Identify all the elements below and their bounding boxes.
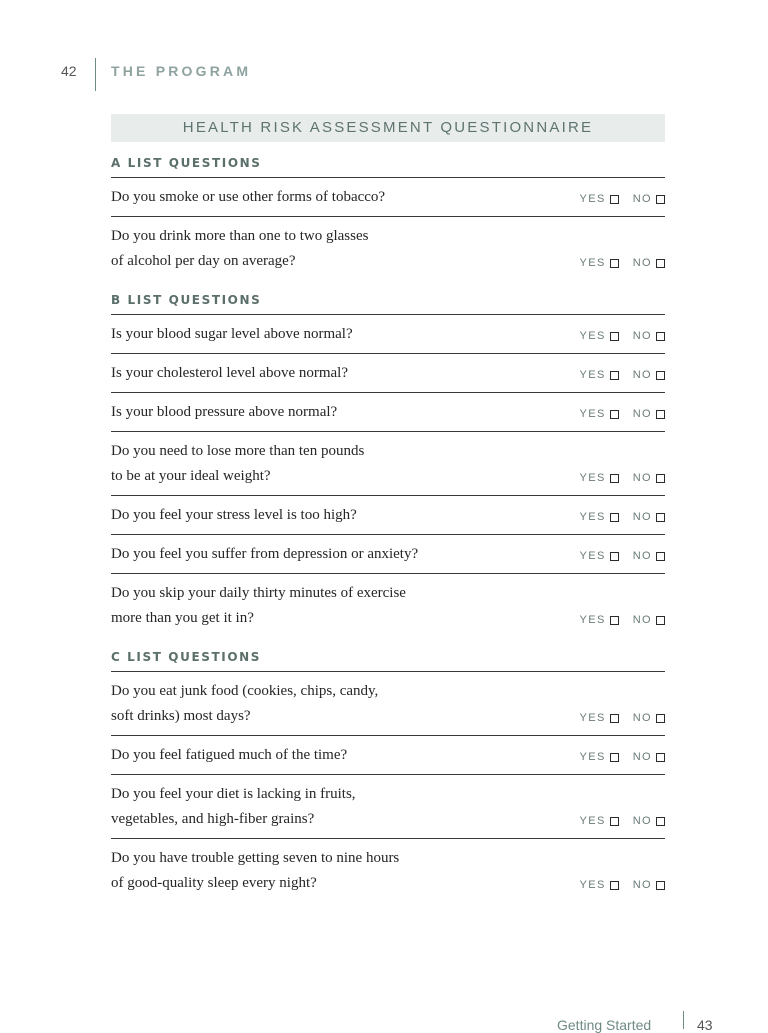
- yes-checkbox[interactable]: [610, 371, 619, 380]
- answer-options: [565, 408, 665, 425]
- yes-option: [579, 550, 618, 562]
- question-text: Do you smoke or use other forms of tobacco?: [111, 189, 386, 205]
- question-row: [111, 496, 665, 535]
- yes-checkbox[interactable]: [610, 332, 619, 341]
- no-checkbox[interactable]: [656, 195, 665, 204]
- no-label: NO: [632, 511, 652, 523]
- no-checkbox[interactable]: [656, 881, 665, 890]
- page-number: 42: [61, 63, 77, 79]
- no-option: [633, 550, 665, 562]
- no-label: NO: [632, 751, 652, 763]
- no-label: NO: [632, 408, 652, 420]
- question-row: [111, 535, 665, 574]
- yes-label: YES: [579, 408, 606, 420]
- answer-options: [565, 550, 665, 567]
- yes-label: YES: [579, 712, 606, 724]
- answer-options: [565, 369, 665, 386]
- question-text: Do you feel your stress level is too high?: [111, 507, 357, 523]
- no-option: [633, 511, 665, 523]
- no-label: NO: [632, 472, 652, 484]
- yes-label: YES: [579, 472, 606, 484]
- no-checkbox[interactable]: [656, 714, 665, 723]
- header-divider: [95, 58, 96, 91]
- no-label: NO: [632, 879, 652, 891]
- yes-checkbox[interactable]: [610, 474, 619, 483]
- no-label: NO: [632, 815, 652, 827]
- answer-options: [565, 193, 665, 210]
- no-checkbox[interactable]: [656, 259, 665, 268]
- footer-page-number: 43: [697, 1017, 713, 1033]
- question-row: [111, 393, 665, 432]
- yes-checkbox[interactable]: [610, 552, 619, 561]
- section-heading: C LIST QUESTIONS: [111, 649, 665, 672]
- yes-label: YES: [579, 550, 606, 562]
- yes-option: [579, 879, 618, 891]
- no-option: [633, 330, 665, 342]
- no-checkbox[interactable]: [656, 616, 665, 625]
- no-label: NO: [632, 193, 652, 205]
- yes-checkbox[interactable]: [610, 259, 619, 268]
- yes-checkbox[interactable]: [610, 881, 619, 890]
- no-checkbox[interactable]: [656, 474, 665, 483]
- yes-checkbox[interactable]: [610, 513, 619, 522]
- no-checkbox[interactable]: [656, 371, 665, 380]
- no-option: [633, 815, 665, 827]
- yes-label: YES: [579, 369, 606, 381]
- no-label: NO: [632, 369, 652, 381]
- questionnaire-sections: [111, 155, 665, 902]
- no-option: [633, 257, 665, 269]
- no-checkbox[interactable]: [656, 513, 665, 522]
- answer-options: [565, 257, 665, 274]
- answer-options: [565, 879, 665, 896]
- yes-option: [579, 408, 618, 420]
- answer-options: [565, 511, 665, 528]
- yes-option: [579, 369, 618, 381]
- page-footer: [0, 1005, 768, 1033]
- question-text: Do you need to lose more than ten pounds to be at your ideal weight?: [111, 443, 365, 484]
- yes-checkbox[interactable]: [610, 753, 619, 762]
- yes-checkbox[interactable]: [610, 817, 619, 826]
- yes-option: [579, 193, 618, 205]
- question-row: [111, 574, 665, 637]
- yes-option: [579, 815, 618, 827]
- section-heading: A LIST QUESTIONS: [111, 155, 665, 178]
- no-label: NO: [632, 712, 652, 724]
- question-row: [111, 672, 665, 736]
- yes-checkbox[interactable]: [610, 714, 619, 723]
- no-option: [633, 472, 665, 484]
- answer-options: [565, 472, 665, 489]
- question-row: [111, 736, 665, 775]
- yes-option: [579, 330, 618, 342]
- yes-label: YES: [579, 193, 606, 205]
- no-option: [633, 879, 665, 891]
- question-text: Is your blood sugar level above normal?: [111, 326, 353, 342]
- question-section: [111, 155, 665, 280]
- question-text: Do you skip your daily thirty minutes of exercise more than you get it in?: [111, 585, 406, 626]
- footer-chapter-label: Getting Started: [557, 1017, 652, 1033]
- question-text: Do you have trouble getting seven to nine hours of good-quality sleep every night?: [111, 850, 400, 891]
- answer-options: [565, 330, 665, 347]
- no-label: NO: [632, 330, 652, 342]
- section-heading: B LIST QUESTIONS: [111, 292, 665, 315]
- question-text: Do you drink more than one to two glasses of alcohol per day on average?: [111, 228, 369, 269]
- question-text: Is your blood pressure above normal?: [111, 404, 338, 420]
- no-checkbox[interactable]: [656, 753, 665, 762]
- no-label: NO: [632, 614, 652, 626]
- yes-option: [579, 257, 618, 269]
- yes-checkbox[interactable]: [610, 410, 619, 419]
- page-header: [0, 0, 768, 100]
- questionnaire: [111, 114, 665, 902]
- question-text: Do you feel you suffer from depression or anxiety?: [111, 546, 419, 562]
- yes-checkbox[interactable]: [610, 616, 619, 625]
- questionnaire-title: HEALTH RISK ASSESSMENT QUESTIONNAIRE: [111, 114, 665, 142]
- yes-label: YES: [579, 257, 606, 269]
- yes-option: [579, 511, 618, 523]
- no-option: [633, 614, 665, 626]
- answer-options: [565, 751, 665, 768]
- no-checkbox[interactable]: [656, 410, 665, 419]
- yes-option: [579, 751, 618, 763]
- no-checkbox[interactable]: [656, 332, 665, 341]
- answer-options: [565, 815, 665, 832]
- yes-option: [579, 614, 618, 626]
- no-label: NO: [632, 550, 652, 562]
- yes-label: YES: [579, 751, 606, 763]
- question-row: [111, 775, 665, 839]
- answer-options: [565, 614, 665, 631]
- no-checkbox[interactable]: [656, 817, 665, 826]
- answer-options: [565, 712, 665, 729]
- yes-label: YES: [579, 879, 606, 891]
- yes-label: YES: [579, 815, 606, 827]
- question-row: [111, 354, 665, 393]
- footer-divider: [683, 1011, 684, 1029]
- yes-label: YES: [579, 330, 606, 342]
- no-option: [633, 369, 665, 381]
- question-row: [111, 315, 665, 354]
- yes-label: YES: [579, 614, 606, 626]
- no-checkbox[interactable]: [656, 552, 665, 561]
- running-section-title: THE PROGRAM: [111, 63, 252, 79]
- question-text: Do you feel fatigued much of the time?: [111, 747, 348, 763]
- question-row: [111, 217, 665, 280]
- no-option: [633, 751, 665, 763]
- no-option: [633, 408, 665, 420]
- yes-label: YES: [579, 511, 606, 523]
- question-row: [111, 839, 665, 902]
- yes-checkbox[interactable]: [610, 195, 619, 204]
- yes-option: [579, 712, 618, 724]
- question-row: [111, 178, 665, 217]
- question-section: [111, 292, 665, 637]
- question-text: Do you eat junk food (cookies, chips, candy, soft drinks) most days?: [111, 683, 379, 724]
- no-label: NO: [632, 257, 652, 269]
- question-section: [111, 649, 665, 902]
- no-option: [633, 193, 665, 205]
- no-option: [633, 712, 665, 724]
- question-text: Do you feel your diet is lacking in fruits, vegetables, and high-fiber grains?: [111, 786, 356, 827]
- question-row: [111, 432, 665, 496]
- question-text: Is your cholesterol level above normal?: [111, 365, 348, 381]
- yes-option: [579, 472, 618, 484]
